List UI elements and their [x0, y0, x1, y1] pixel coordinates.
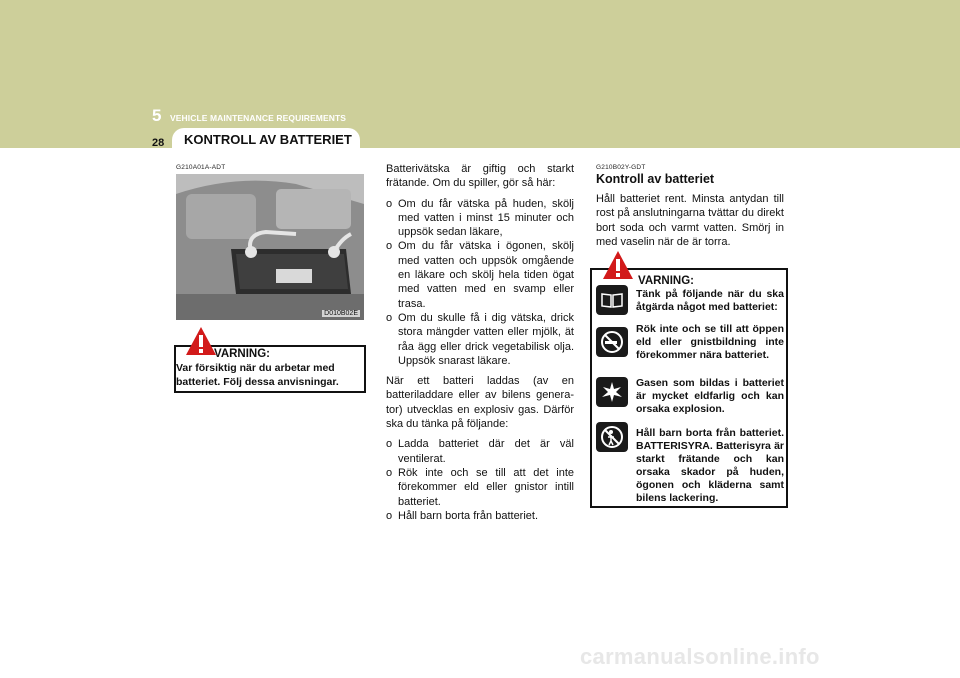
warning-body: Var försiktig när du arbetar med batteriet. Följ dessa anvisningar.	[176, 362, 339, 388]
subsection-title: Kontroll av batteriet	[596, 172, 715, 186]
intro-paragraph: Batterivätska är giftig och starkt frätande. Om du spiller, gör så här:	[386, 163, 574, 190]
warning-triangle-icon	[185, 326, 217, 356]
image-code: G210A01A-ADT	[176, 164, 226, 171]
list-item: o Ladda batteriet där det är väl ventilerat.	[386, 438, 574, 465]
list-item: o Om du skulle få i dig vätska, drick stora mängder vatten eller mjölk, ät råa ägg eller drick vegetabilisk olja. Uppsök snarast läkare.	[386, 311, 574, 367]
list-item: o Om du får vätska på huden, skölj med vatten i minst 15 minuter och uppsök sedan läkare,	[386, 197, 574, 239]
warning-item: Håll barn borta från batteriet. BATTERISYRA. Batterisyra är starkt frätande och kan orsaka skador på huden, ögonen och kläderna samt bilens lackering.	[636, 427, 784, 504]
list-item: o Håll barn borta från batteriet.	[386, 509, 539, 522]
explosion-icon	[596, 377, 628, 407]
warning-title: VARNING:	[214, 348, 271, 360]
middle-column	[386, 162, 574, 529]
manual-book-icon	[596, 285, 628, 315]
subsection-body: Håll batteriet rent. Minsta antydan till rost på anslutningarna tvättar du direkt bort soda och varmt vatten. Smörj in med vaselin när de är torra.	[596, 193, 784, 248]
chapter-title: VEHICLE MAINTENANCE REQUIREMENTS	[170, 113, 347, 123]
engine-bay-illustration	[176, 174, 364, 320]
charging-paragraph: När ett batteri laddas (av en batteriladdare eller av bilens genera-tor) utvecklas en explosiv gas. Därför ska du tänka på följande:	[386, 375, 574, 431]
watermark: carmanualsonline.info	[580, 644, 820, 669]
chapter-number: 5	[152, 106, 162, 125]
battery-photo	[176, 174, 364, 320]
page-number: 28	[152, 137, 165, 149]
list-item: o Rök inte och se till att det inte förekommer eld eller gnistor intill batteriet.	[386, 466, 574, 508]
battery-warning-title: VARNING:	[638, 275, 695, 287]
list-item: o Om du får vätska i ögonen, skölj med vatten och uppsök omgående en läkare och skölj hela tiden ögat med vatten med en svamp eller trasa.	[386, 240, 574, 310]
header-band	[0, 0, 960, 148]
warning-item: Tänk på följande när du ska åtgärda något med batteriet:	[636, 288, 784, 313]
warning-item: Rök inte och se till att öppen eld eller gnistbildning inte förekommer nära batteriet.	[636, 323, 784, 361]
warning-triangle-icon	[602, 250, 634, 280]
keep-children-away-icon	[596, 422, 628, 452]
section-code: G210B02Y-GDT	[596, 164, 646, 171]
photo-code: D010B02E	[324, 310, 358, 317]
charging-list	[386, 437, 574, 523]
warning-item: Gasen som bildas i batteriet är mycket eldfarlig och kan orsaka explosion.	[636, 377, 784, 415]
no-smoking-icon	[596, 327, 628, 357]
spill-list	[386, 197, 574, 369]
section-title: KONTROLL AV BATTERIET	[184, 132, 352, 147]
